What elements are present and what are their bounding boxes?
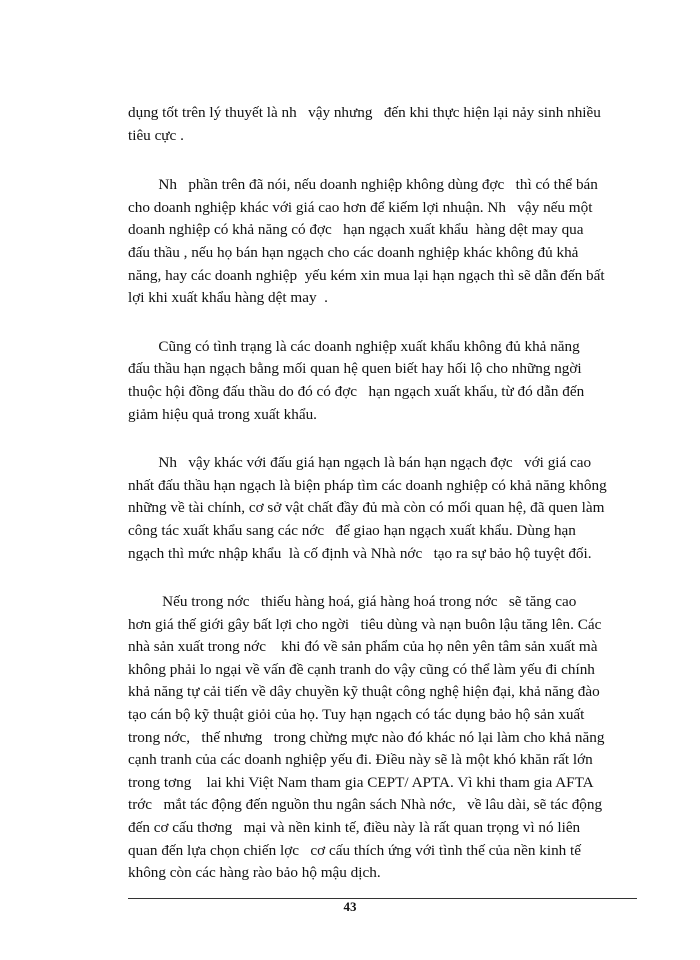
paragraph-5 [128,591,637,885]
text-line: ngạch thì mức nhập khẩu là cố định và Nhà nớc tạo ra sự bảo hộ tuyệt đối. [128,544,592,562]
text-line: năng, hay các doanh nghiệp yếu kém xin mua lại hạn ngạch thì sẽ dẫn đến bất [128,266,605,284]
text-line: cho doanh nghiệp khác với giá cao hơn để kiếm lợi nhuận. Nh vậy nếu một [128,198,593,216]
text-line: thuộc hội đồng đấu thầu do đó có đợc hạn ngạch xuất khẩu, từ đó dẫn đến [128,382,585,400]
text-line: những về tài chính, cơ sở vật chất đầy đủ mà còn có mối quan hệ, đã quen làm [128,499,605,517]
text-line: Nếu trong nớc thiếu hàng hoá, giá hàng hoá trong nớc sẽ tăng cao [128,593,577,611]
text-line: nhà sản xuất trong nớc khi đó về sản phẩm của họ nên yên tâm sản xuất mà [128,638,598,656]
text-line: không còn các hàng rào bảo hộ mậu dịch. [128,864,381,882]
text-line: trong tơng lai khi Việt Nam tham gia CEPT/ APTA. Vì khi tham gia AFTA [128,773,594,791]
text-line: cạnh tranh của các doanh nghiệp yếu đi. Điều này sẽ là một khó khăn rất lớn [128,751,593,769]
text-line: khả năng tự cải tiến về dây chuyền kỹ thuật công nghệ hiện đại, khả năng đào [128,683,600,701]
text-line: đấu thầu , nếu họ bán hạn ngạch cho các doanh nghiệp khác không đủ khả [128,243,579,261]
text-line: lợi khi xuất khẩu hàng dệt may . [128,289,328,307]
text-line: đến cơ cấu thơng mại và nền kinh tế, điều này là rất quan trọng vì nó liên [128,819,581,837]
paragraph-3 [128,336,637,426]
paragraph-4 [128,452,637,565]
text-line: đấu thầu hạn ngạch bằng mối quan hệ quen biết hay hối lộ cho những ngời [128,360,582,378]
text-line: công tác xuất khẩu sang các nớc để giao hạn ngạch xuất khẩu. Dùng hạn [128,521,576,539]
text-line: tạo cán bộ kỹ thuật giỏi của họ. Tuy hạn ngạch có tác dụng bảo hộ sản xuất [128,706,585,724]
text-line: dụng tốt trên lý thuyết là nh vậy nhưng đến khi thực hiện lại nảy sinh nhiều [128,104,601,121]
paragraph-2 [128,174,637,310]
text-line: trớc mắt tác động đến nguồn thu ngân sách Nhà nớc, về lâu dài, sẽ tác động [128,796,603,814]
text-line: quan đến lựa chọn chiến lợc cơ cấu thích ứng với tình thế của nền kinh tế [128,841,582,859]
text-line: Nh phần trên đã nói, nếu doanh nghiệp không dùng đợc thì có thể bán [128,176,598,194]
text-line: giảm hiệu quả trong xuất khẩu. [128,405,317,423]
text-line: hơn giá thế giới gây bất lợi cho ngời tiêu dùng và nạn buôn lậu tăng lên. Các [128,615,602,633]
text-line: Nh vậy khác với đấu giá hạn ngạch là bán hạn ngạch đợc với giá cao [128,454,592,472]
text-line: trong nớc, thế nhưng trong chừng mực nào đó khác nó lại làm cho khả năng [128,728,605,746]
text-line: Cũng có tình trạng là các doanh nghiệp xuất khẩu không đủ khả năng [128,337,580,355]
text-line: không phải lo ngại về vấn đề cạnh tranh do vậy cũng có thể làm yếu đi chính [128,660,595,678]
document-body [128,102,637,885]
paragraph-1 [128,102,637,147]
text-line: doanh nghiệp có khả năng có đợc hạn ngạch xuất khẩu hàng dệt may qua [128,221,584,239]
text-line: tiêu cực . [128,126,184,144]
text-line: nhất đấu thầu hạn ngạch là biện pháp tìm các doanh nghiệp có khả năng không [128,476,607,494]
page-number: 43 [343,899,357,914]
